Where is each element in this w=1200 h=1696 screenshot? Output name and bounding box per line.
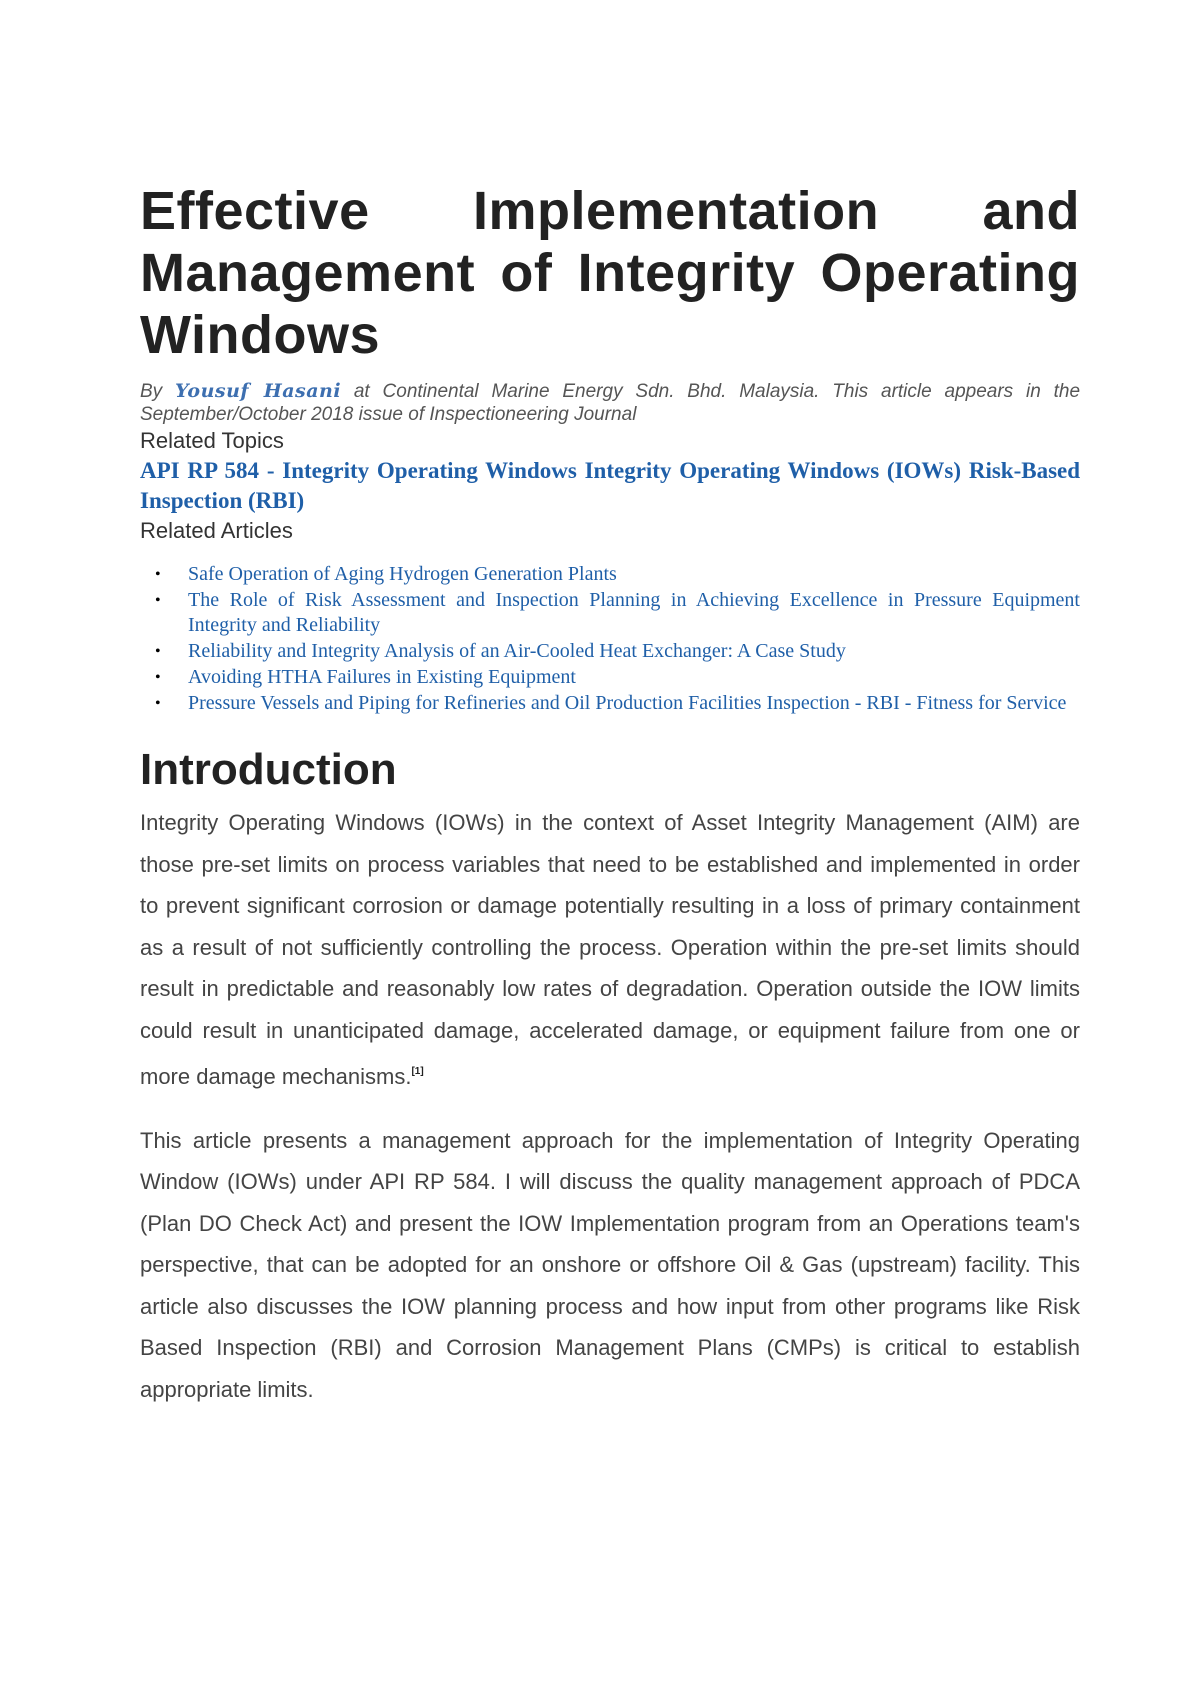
section-heading-introduction: Introduction bbox=[140, 745, 397, 794]
related-article-item bbox=[155, 665, 1080, 690]
bullet-icon: • bbox=[155, 643, 161, 660]
article-title: Effective Implementation and Management of Integrity Operating Windows bbox=[140, 181, 1080, 365]
bullet-icon: • bbox=[155, 695, 161, 712]
footnote-reference[interactable]: [1] bbox=[411, 1066, 424, 1077]
related-article-item bbox=[155, 562, 1080, 587]
related-article-link[interactable]: Reliability and Integrity Analysis of an Air-Cooled Heat Exchanger: A Case Study bbox=[188, 640, 846, 662]
related-article-link[interactable]: Safe Operation of Aging Hydrogen Generation Plants bbox=[188, 563, 617, 585]
related-topics bbox=[140, 456, 1080, 516]
related-articles-label: Related Articles bbox=[140, 518, 293, 543]
paragraph-text: Integrity Operating Windows (IOWs) in the context of Asset Integrity Management (AIM) are those pre-set limits on process variables that need to be established and implemented in order to prevent significant corrosion or damage potentially resulting in a loss of primary containment as a result of not sufficiently controlling the process. Operation within the pre-set limits should result in predictable and reasonably low rates of degradation. Operation outside the IOW limits could result in unanticipated damage, accelerated damage, or equipment failure from one or more damage mechanisms. bbox=[140, 810, 1080, 1089]
intro-paragraph-2: This article presents a management approach for the implementation of Integrity Operating Window (IOWs) under API RP 584. I will discuss the quality management approach of PDCA (Plan DO Check Act) and present the IOW Implementation program from an Operations team's perspective, that can be adopted for an onshore or offshore Oil & Gas (upstream) facility. This article also discusses the IOW planning process and how input from other programs like Risk Based Inspection (RBI) and Corrosion Management Plans (CMPs) is critical to establish appropriate limits. bbox=[140, 1127, 1080, 1402]
related-article-link[interactable]: The Role of Risk Assessment and Inspection Planning in Achieving Excellence in Pressure Equipment Integrity and Reliability bbox=[188, 589, 1080, 636]
related-articles-list bbox=[140, 562, 1080, 716]
topic-link[interactable]: API RP 584 - Integrity Operating Windows bbox=[140, 458, 577, 483]
author-link[interactable]: Yousuf Hasani bbox=[175, 380, 342, 402]
related-article-item bbox=[155, 639, 1080, 664]
byline-prefix: By bbox=[140, 381, 175, 402]
related-article-item bbox=[155, 691, 1080, 716]
article-byline bbox=[140, 380, 1080, 426]
article-page bbox=[140, 180, 1080, 1410]
related-topics-label: Related Topics bbox=[140, 428, 284, 453]
bullet-icon: • bbox=[155, 669, 161, 686]
related-article-link[interactable]: Pressure Vessels and Piping for Refineries and Oil Production Facilities Inspection - RBI - Fitness for Service bbox=[188, 692, 1067, 714]
topic-link[interactable]: Integrity Operating Windows (IOWs) bbox=[584, 458, 962, 483]
related-article-item bbox=[155, 588, 1080, 638]
topic-link[interactable]: Risk-Based Inspection (RBI) bbox=[140, 458, 1081, 513]
related-article-link[interactable]: Avoiding HTHA Failures in Existing Equipment bbox=[188, 666, 576, 688]
bullet-icon: • bbox=[155, 566, 161, 583]
bullet-icon: • bbox=[155, 592, 161, 609]
intro-paragraph-1 bbox=[140, 802, 1080, 1098]
byline-details: at Continental Marine Energy Sdn. Bhd. Malaysia. This article appears in the September/October 2018 issue of Inspectioneering Journal bbox=[140, 381, 1081, 425]
